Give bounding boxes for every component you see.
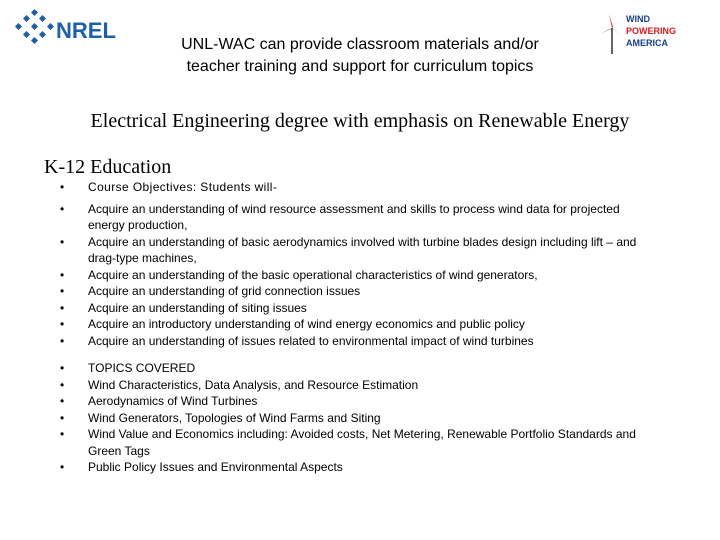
list-item: • Aerodynamics of Wind Turbines [60, 393, 658, 410]
objectives-lead: • Course Objectives: Students will- [60, 179, 658, 196]
list-item: • Wind Generators, Topologies of Wind Farms and Siting [60, 410, 658, 427]
list-item: • Acquire an understanding of issues related to environmental impact of wind turbines [60, 333, 658, 350]
objectives-list [60, 179, 658, 349]
topics-heading: • TOPICS COVERED [60, 360, 658, 377]
list-item: • Acquire an understanding of the basic operational characteristics of wind generators, [60, 267, 658, 284]
section-heading: K-12 Education [44, 156, 172, 178]
list-item: • Acquire an understanding of wind resource assessment and skills to process wind data for projected energy production, [60, 201, 658, 234]
slide-header-title [120, 34, 600, 78]
topics-list [60, 360, 658, 476]
wind-powering-america-logo [598, 10, 708, 58]
list-item: • Acquire an understanding of basic aerodynamics involved with turbine blades design including lift – and drag-type machines, [60, 234, 658, 267]
list-item: • Acquire an introductory understanding of wind energy economics and public policy [60, 316, 658, 333]
header-title-line-2: teacher training and support for curriculum topics [186, 58, 534, 75]
list-item: • Wind Value and Economics including: Avoided costs, Net Metering, Renewable Portfolio Standards and Green Tags [60, 426, 658, 459]
list-item: • Acquire an understanding of siting issues [60, 300, 658, 317]
degree-banner: Electrical Engineering degree with emphasis on Renewable Energy [90, 110, 630, 132]
header-title-line-1: UNL-WAC can provide classroom materials and/or [181, 36, 539, 53]
svg-text:AMERICA: AMERICA [626, 38, 668, 48]
svg-text:WIND: WIND [626, 14, 650, 24]
list-item: • Public Policy Issues and Environmental Aspects [60, 459, 658, 476]
nrel-emblem-icon [15, 9, 54, 44]
nrel-logo [12, 8, 124, 54]
svg-text:NREL: NREL [56, 18, 116, 43]
svg-text:POWERING: POWERING [626, 26, 677, 36]
list-item: • Wind Characteristics, Data Analysis, and Resource Estimation [60, 377, 658, 394]
list-item: • Acquire an understanding of grid connection issues [60, 283, 658, 300]
wind-turbine-icon [600, 14, 622, 54]
